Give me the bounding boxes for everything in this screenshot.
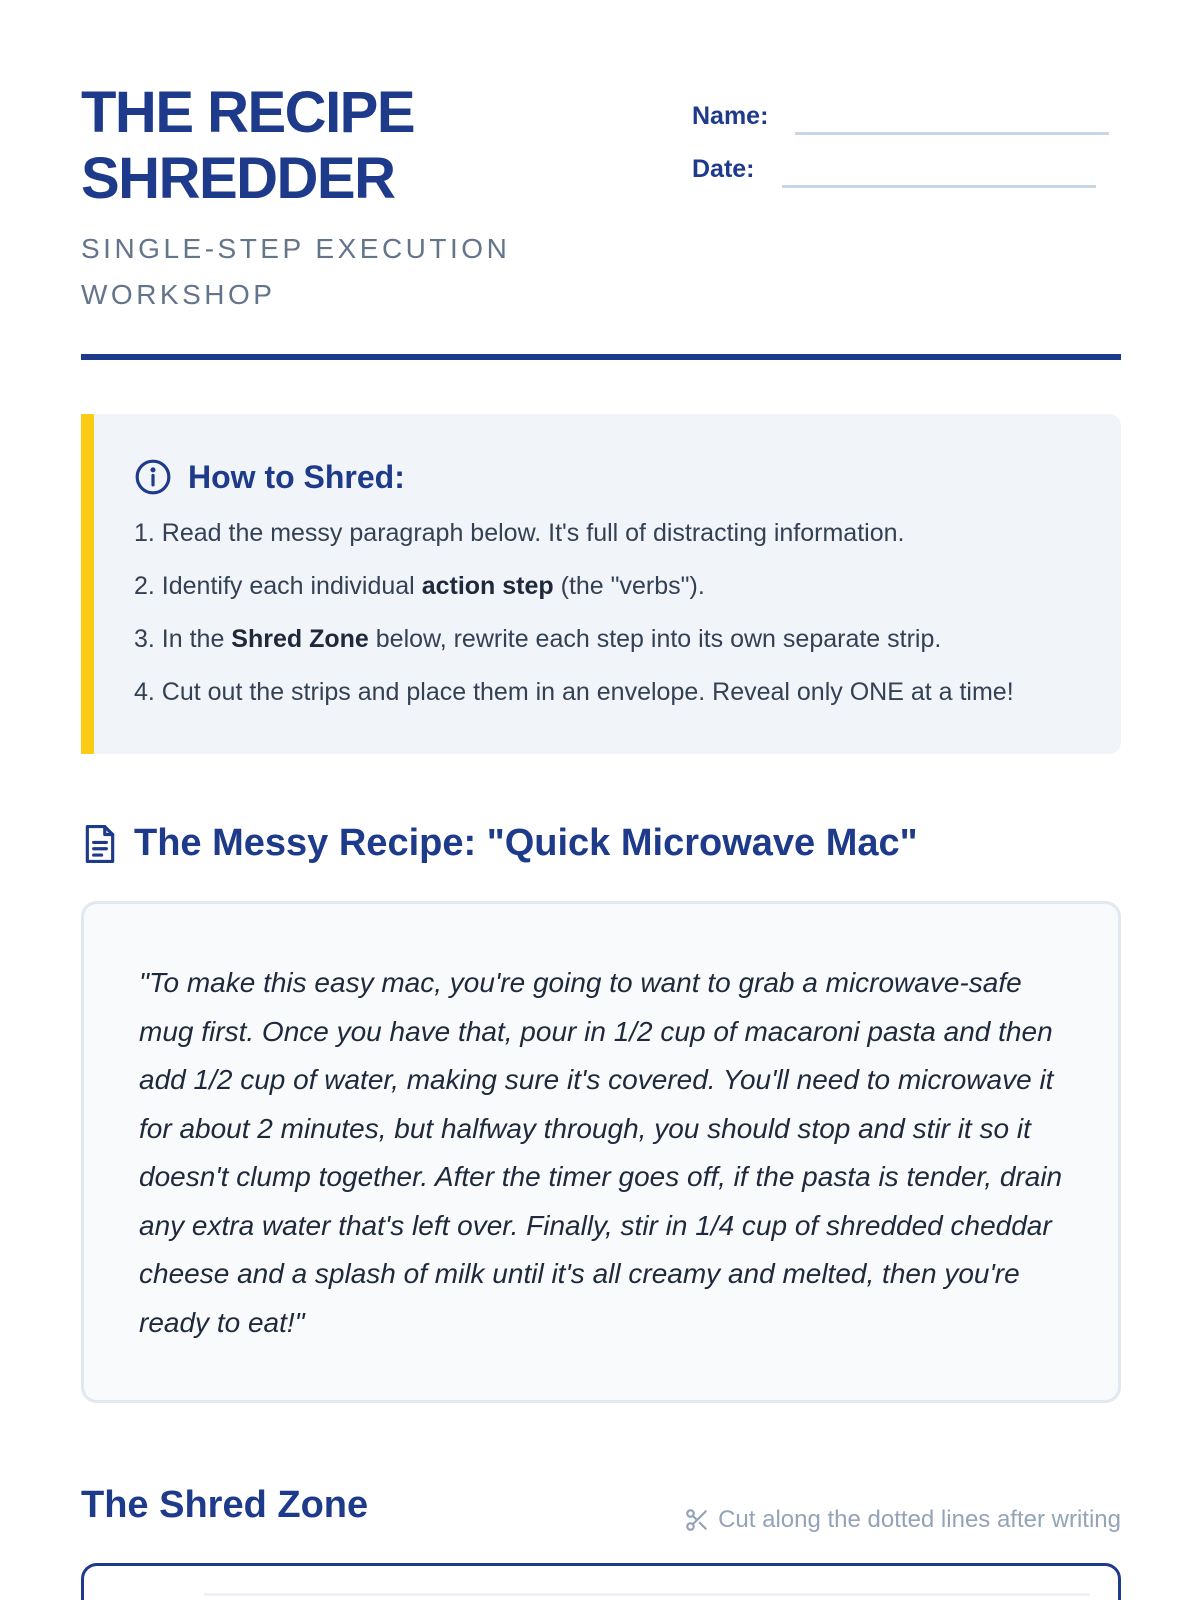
recipe-paragraph-box (81, 901, 1121, 1403)
name-line[interactable] (795, 132, 1109, 135)
recipe-title: The Messy Recipe: "Quick Microwave Mac" (134, 822, 918, 864)
name-label: Name: (692, 102, 769, 130)
student-fields (692, 82, 1122, 188)
instruction-steps (134, 518, 1014, 730)
worksheet-header (81, 80, 1121, 362)
scissors-icon (684, 1507, 710, 1533)
date-label: Date: (692, 155, 755, 183)
instruction-step: 2. Identify each individual action step (the "verbs"). (134, 572, 705, 600)
shred-zone-title: The Shred Zone (81, 1484, 369, 1526)
info-icon (134, 458, 172, 496)
worksheet-subtitle: SINGLE-STEP EXECUTION WORKSHOP (81, 233, 511, 310)
worksheet-title: THE RECIPE SHREDDER (81, 80, 415, 211)
document-icon (81, 823, 119, 865)
instructions-title: How to Shred: (188, 458, 405, 495)
date-line[interactable] (782, 185, 1096, 188)
instruction-step: 3. In the Shred Zone below, rewrite each step into its own separate strip. (134, 625, 942, 653)
shred-strip[interactable] (204, 1593, 1090, 1596)
instruction-step: 4. Cut out the strips and place them in an envelope. Reveal only ONE at a time! (134, 678, 1014, 706)
recipe-paragraph: "To make this easy mac, you're going to want to grab a microwave-safe mug first. Once you have that, pour in 1/2 cup of macaroni pasta and then add 1/2 cup of water, making sure it's covered. You'll need to microwave it for about 2 minutes, but halfway through, you should stop and stir it so it doesn't clump together. After the timer goes off, if the pasta is tender, drain any extra water that's left over. Finally, stir in 1/4 cup of shredded cheddar cheese and a splash of milk until it's all creamy and melted, then you're ready to eat!" (139, 967, 1063, 1338)
header-divider (81, 354, 1121, 360)
cut-instruction (684, 1506, 1121, 1534)
instructions-box (81, 414, 1121, 754)
shred-zone-box (81, 1563, 1121, 1600)
date-field[interactable] (692, 135, 1122, 188)
name-field[interactable] (692, 82, 1122, 135)
instruction-step: 1. Read the messy paragraph below. It's full of distracting information. (134, 519, 905, 547)
recipe-heading (81, 822, 918, 865)
cut-instruction-text: Cut along the dotted lines after writing (718, 1506, 1121, 1533)
instructions-heading (134, 458, 405, 496)
